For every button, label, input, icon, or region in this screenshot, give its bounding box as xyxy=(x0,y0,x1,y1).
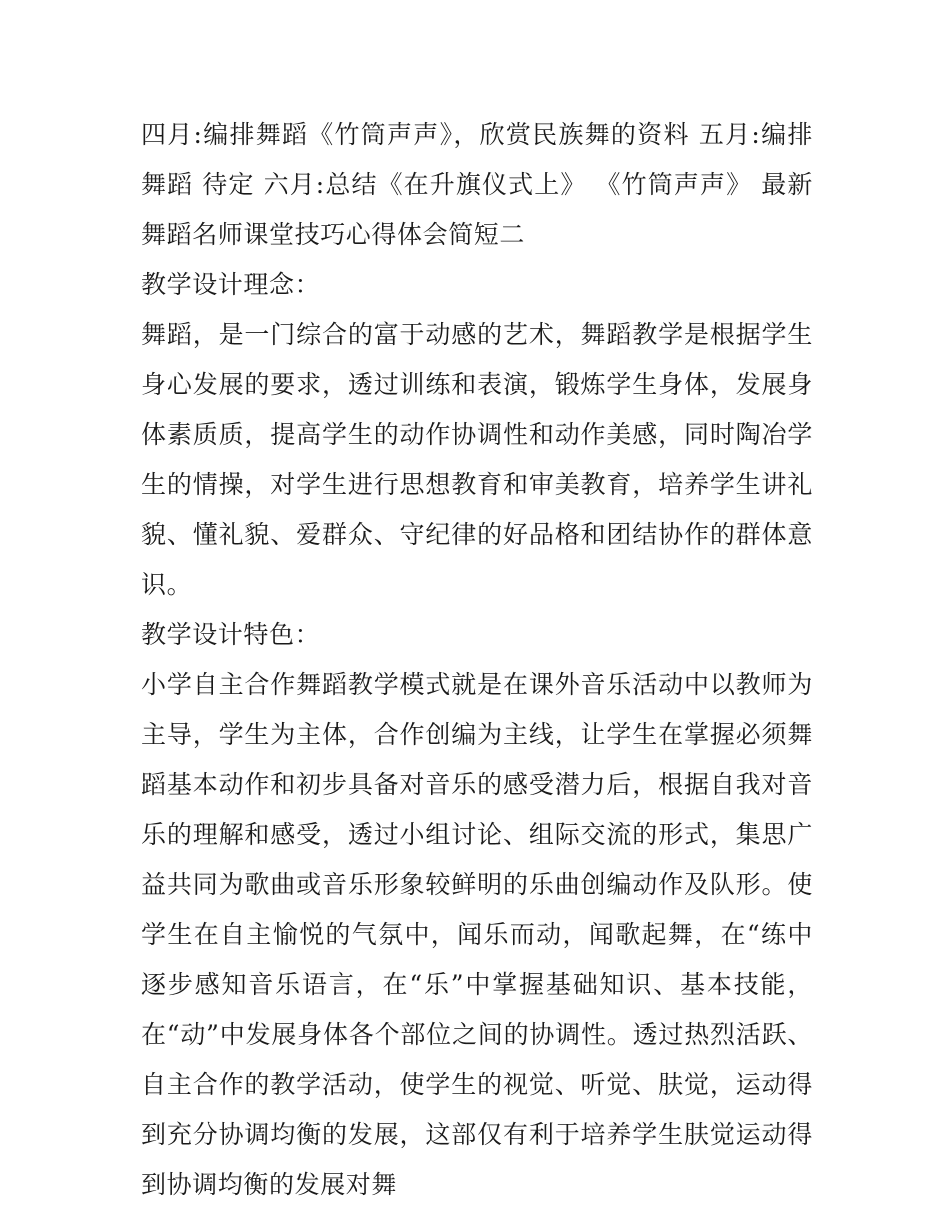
paragraph-schedule: 四月:编排舞蹈《竹筒声声》，欣赏民族舞的资料 五月:编排舞蹈 待定 六月:总结《在升旗仪式上》 《竹筒声声》 最新舞蹈名师课堂技巧心得体会简短二 xyxy=(141,120,813,249)
heading-design-concept: 教学设计理念： xyxy=(141,270,321,299)
document-body xyxy=(141,110,813,1210)
paragraph-design-concept: 舞蹈，是一门综合的富于动感的艺术，舞蹈教学是根据学生身心发展的要求，透过训练和表演，锻炼学生身体，发展身体素质质，提高学生的动作协调性和动作美感，同时陶冶学生的情操，对学生进行思想教育和审美教育，培养学生讲礼貌、懂礼貌、爱群众、守纪律的好品格和团结协作的群体意识。 xyxy=(141,320,813,599)
heading-design-features: 教学设计特色： xyxy=(141,620,321,649)
paragraph-design-features: 小学自主合作舞蹈教学模式就是在课外音乐活动中以教师为主导，学生为主体，合作创编为主线，让学生在掌握必须舞蹈基本动作和初步具备对音乐的感受潜力后，根据自我对音乐的理解和感受，透过小组讨论、组际交流的形式，集思广益共同为歌曲或音乐形象较鲜明的乐曲创编动作及队形。使学生在自主愉悦的气氛中，闻乐而动，闻歌起舞，在“练中逐步感知音乐语言，在“乐”中掌握基础知识、基本技能，在“动”中发展身体各个部位之间的协调性。透过热烈活跃、自主合作的教学活动，使学生的视觉、听觉、肤觉，运动得到充分协调均衡的发展，这部仅有利于培养学生肤觉运动得到协调均衡的发展对舞 xyxy=(141,670,813,1199)
